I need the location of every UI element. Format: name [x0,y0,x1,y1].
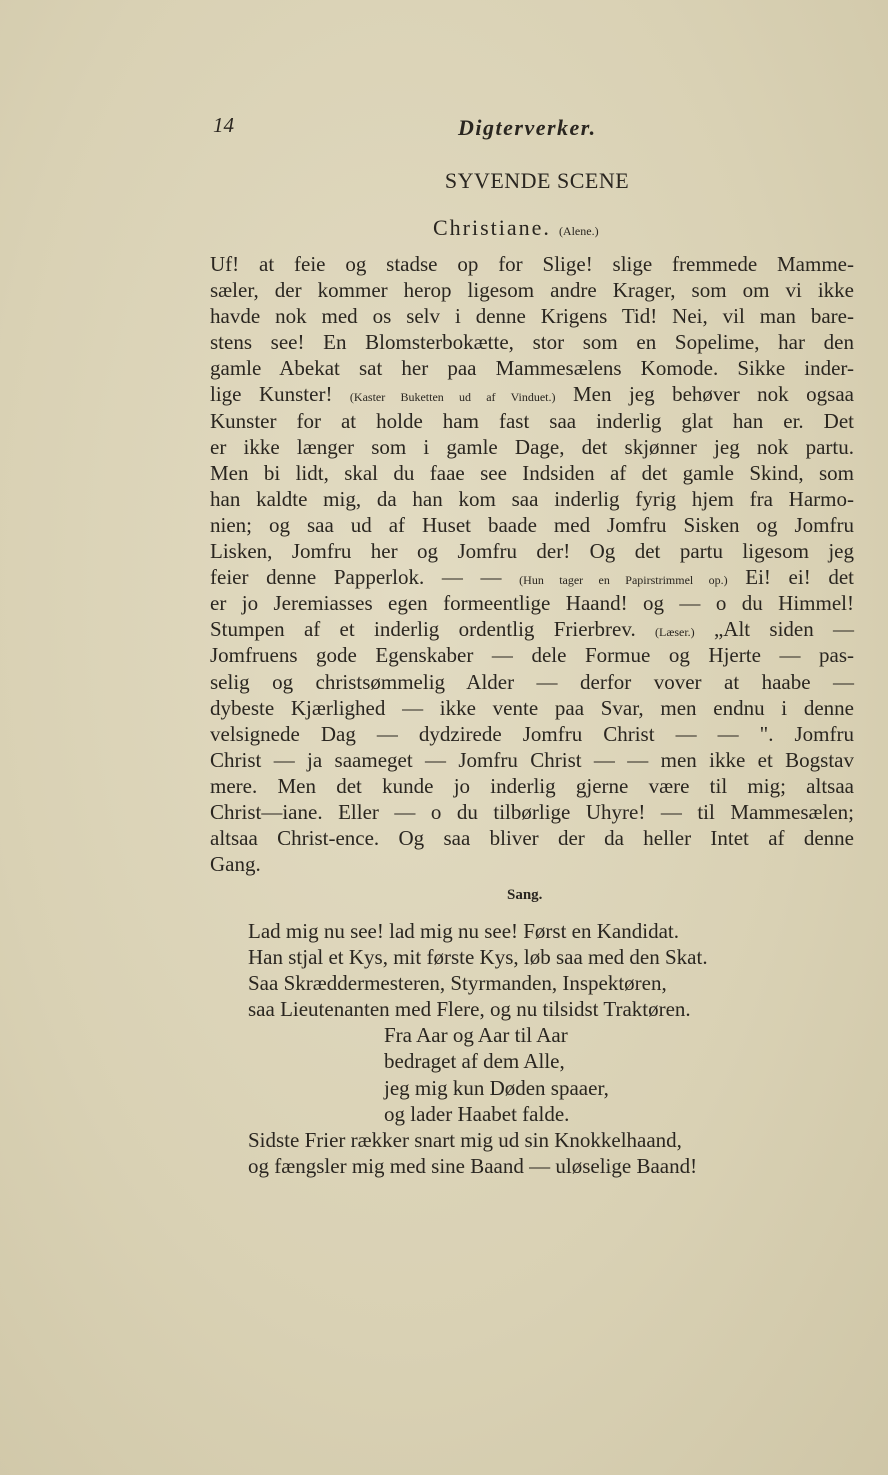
speaker-name: Christiane. [433,215,551,240]
running-head: Digterverker. [458,115,597,140]
text-line: Christ — ja saameget — Jomfru Christ — — men ikke et Bogstav [210,747,854,772]
verse-line: Han stjal et Kys, mit første Kys, løb saa med den Skat. [248,945,708,970]
text-line: er ikke længer som i gamle Dage, det skjønner jeg nok partu. [210,434,854,459]
speaker-line [433,215,599,241]
verse-line: og lader Haabet falde. [384,1101,570,1126]
text-line: er jo Jeremiasses egen formeentlige Haand! og — o du Himmel! [210,591,854,616]
stage-direction: (Læser.) [655,625,695,640]
stage-direction: (Hun tager en Papirstrimmel op.) [519,573,728,588]
text-line: nien; og saa ud af Huset baade med Jomfru Sisken og Jomfru [210,512,854,537]
text-line: dybeste Kjærlighed — ikke vente paa Svar, men endnu i denne [210,695,854,720]
text-line: Gang. [210,852,261,877]
text-line [210,616,854,642]
text-line: altsaa Christ-ence. Og saa bliver der da heller Intet af denne [210,826,854,851]
text-line [210,381,854,407]
verse-line: Lad mig nu see! lad mig nu see! Først en Kandidat. [248,919,679,943]
text-line: han kaldte mig, da han kom saa inderlig fyrig hjem fra Harmo- [210,486,854,511]
verse-line: bedraget af dem Alle, [384,1049,565,1074]
text-line: Kunster for at holde ham fast saa inderlig glat han er. Det [210,408,854,433]
verse-line: Saa Skræddermesteren, Styrmanden, Inspektøren, [248,971,667,996]
stage-direction: (Alene.) [558,224,599,238]
page-number: 14 [213,113,234,137]
verse-line: jeg mig kun Døden spaaer, [384,1075,609,1100]
text-line: selig og christsømmelig Alder — derfor vover at haabe — [210,669,854,694]
text-line: gamle Abekat sat her paa Mammesælens Komode. Sikke inder- [210,356,854,381]
stage-direction: (Kaster Buketten ud af Vinduet.) [349,390,556,405]
text-line [210,564,854,590]
scene-title: SYVENDE SCENE [444,168,630,193]
dialogue-text [210,251,854,877]
text-line: stens see! En Blomsterbokætte, stor som en Sopelime, har den [210,330,854,355]
text-segment: Men jeg behøver nok ogsaa [555,382,854,407]
verse-line: Sidste Frier rækker snart mig ud sin Knokkelhaand, [248,1127,682,1152]
verse-line: Fra Aar og Aar til Aar [384,1023,568,1048]
text-line: Jomfruens gode Egenskaber — dele Formue og Hjerte — pas- [210,643,854,668]
verse-line: saa Lieutenanten med Flere, og nu tilsidst Traktøren. [248,997,691,1022]
text-line: Lisken, Jomfru her og Jomfru der! Og det partu ligesom jeg [210,539,854,564]
text-line: Men bi lidt, skal du faae see Indsiden af det gamle Skind, som [210,460,854,485]
text-line: mere. Men det kunde jo inderlig gjerne være til mig; altsaa [210,773,854,798]
text-line: Uf! at feie og stadse op for Slige! slige fremmede Mamme- [210,252,854,276]
song-title: Sang. [507,887,543,903]
verse-line: og fængsler mig med sine Baand — uløselige Baand! [248,1153,698,1178]
text-segment: „Alt siden — [694,617,855,642]
text-segment: lige Kunster! [210,382,350,407]
song-verses [248,918,838,1179]
text-line: sæler, der kommer herop ligesom andre Krager, som om vi ikke [210,278,854,303]
text-segment: feier denne Papperlok. — — [210,565,520,590]
text-line: havde nok med os selv i denne Krigens Tid! Nei, vil man bare- [210,304,854,329]
text-line: Christ—iane. Eller — o du tilbørlige Uhyre! — til Mammesælen; [210,799,854,824]
text-segment: Ei! ei! det [727,565,854,590]
text-segment: Stumpen af et inderlig ordentlig Frierbrev. [210,617,656,642]
text-line: velsignede Dag — dydzirede Jomfru Christ — — ". Jomfru [210,721,854,746]
